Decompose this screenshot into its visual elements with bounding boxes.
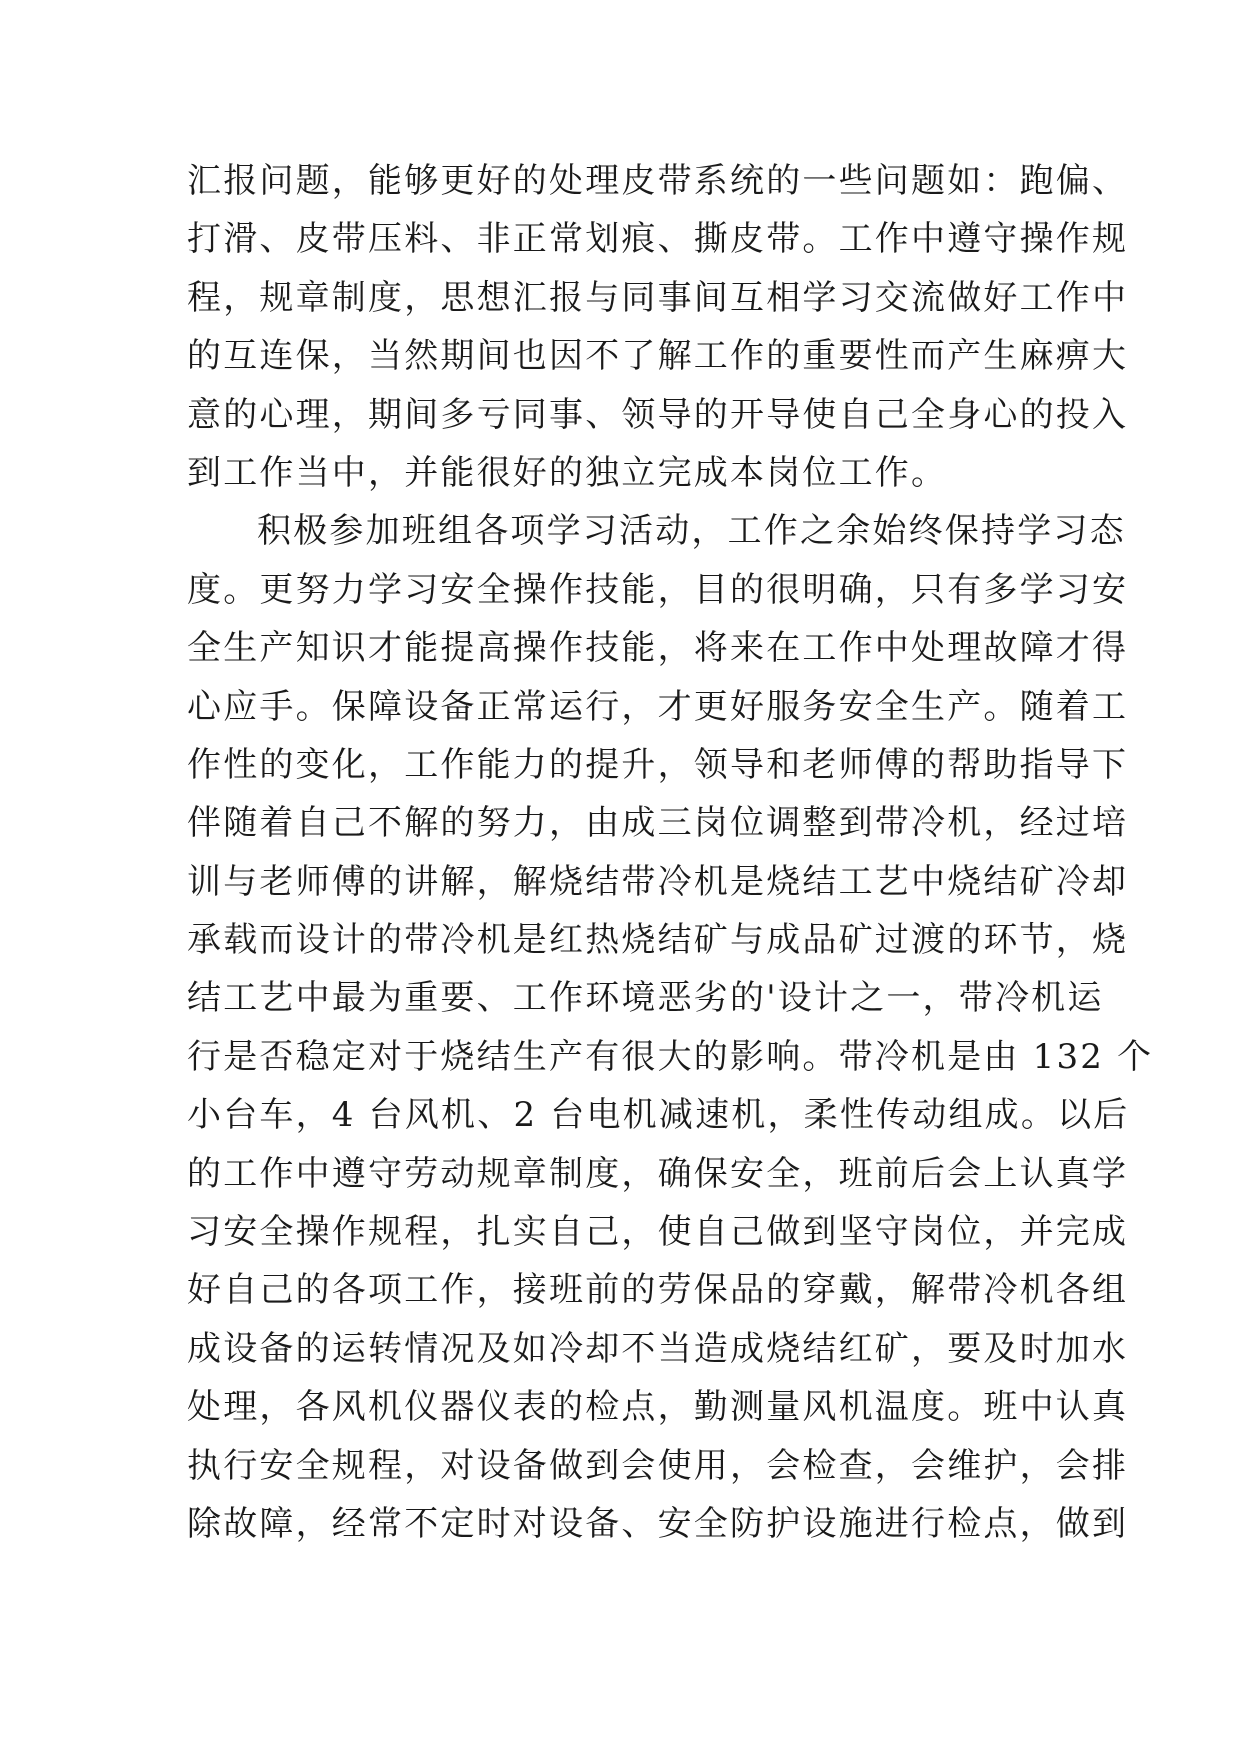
text-line: 训与老师傅的讲解，解烧结带冷机是烧结工艺中烧结矿冷却 xyxy=(187,861,1129,902)
text-line: 好自己的各项工作，接班前的劳保品的穿戴，解带冷机各组 xyxy=(187,1270,1129,1311)
text-line: 成设备的运转情况及如冷却不当造成烧结红矿，要及时加水 xyxy=(187,1328,1129,1369)
text-line: 打滑、皮带压料、非正常划痕、撕皮带。工作中遵守操作规 xyxy=(187,219,1129,260)
text-line: 汇报问题，能够更好的处理皮带系统的一些问题如：跑偏、 xyxy=(187,161,1129,201)
body-text xyxy=(187,152,1154,1553)
text-line: 小台车，4 台风机、2 台电机减速机，柔性传动组成。以后 xyxy=(187,1095,1130,1136)
text-line: 的工作中遵守劳动规章制度，确保安全，班前后会上认真学 xyxy=(187,1153,1129,1194)
text-line: 承载而设计的带冷机是红热烧结矿与成品矿过渡的环节，烧 xyxy=(187,920,1129,961)
text-line: 程，规章制度，思想汇报与同事间互相学习交流做好工作中 xyxy=(187,277,1129,318)
text-line: 习安全操作规程，扎实自己，使自己做到坚守岗位，并完成 xyxy=(187,1212,1129,1253)
text-line: 伴随着自己不解的努力，由成三岗位调整到带冷机，经过培 xyxy=(187,803,1129,844)
text-line: 心应手。保障设备正常运行，才更好服务安全生产。随着工 xyxy=(187,686,1129,727)
text-line: 处理，各风机仪器仪表的检点，勤测量风机温度。班中认真 xyxy=(187,1387,1129,1428)
text-line: 意的心理，期间多亏同事、领导的开导使自己全身心的投入 xyxy=(187,394,1129,435)
text-line: 执行安全规程，对设备做到会使用，会检查，会维护，会排 xyxy=(187,1445,1129,1486)
text-line: 全生产知识才能提高操作技能，将来在工作中处理故障才得 xyxy=(187,628,1129,669)
text-line: 作性的变化，工作能力的提升，领导和老师傅的帮助指导下 xyxy=(187,744,1129,785)
paragraph-first-line: 积极参加班组各项学习活动，工作之余始终保持学习态 xyxy=(257,511,1126,552)
text-line: 到工作当中，并能很好的独立完成本岗位工作。 xyxy=(187,452,948,493)
text-line: 行是否稳定对于烧结生产有很大的影响。带冷机是由 132 个 xyxy=(187,1036,1154,1077)
text-line: 除故障，经常不定时对设备、安全防护设施进行检点，做到 xyxy=(187,1503,1129,1544)
text-line: 结工艺中最为重要、工作环境恶劣的'设计之一，带冷机运 xyxy=(187,978,1104,1019)
text-line: 度。更努力学习安全操作技能，目的很明确，只有多学习安 xyxy=(187,569,1129,610)
text-line: 的互连保，当然期间也因不了解工作的重要性而产生麻痹大 xyxy=(187,336,1129,377)
